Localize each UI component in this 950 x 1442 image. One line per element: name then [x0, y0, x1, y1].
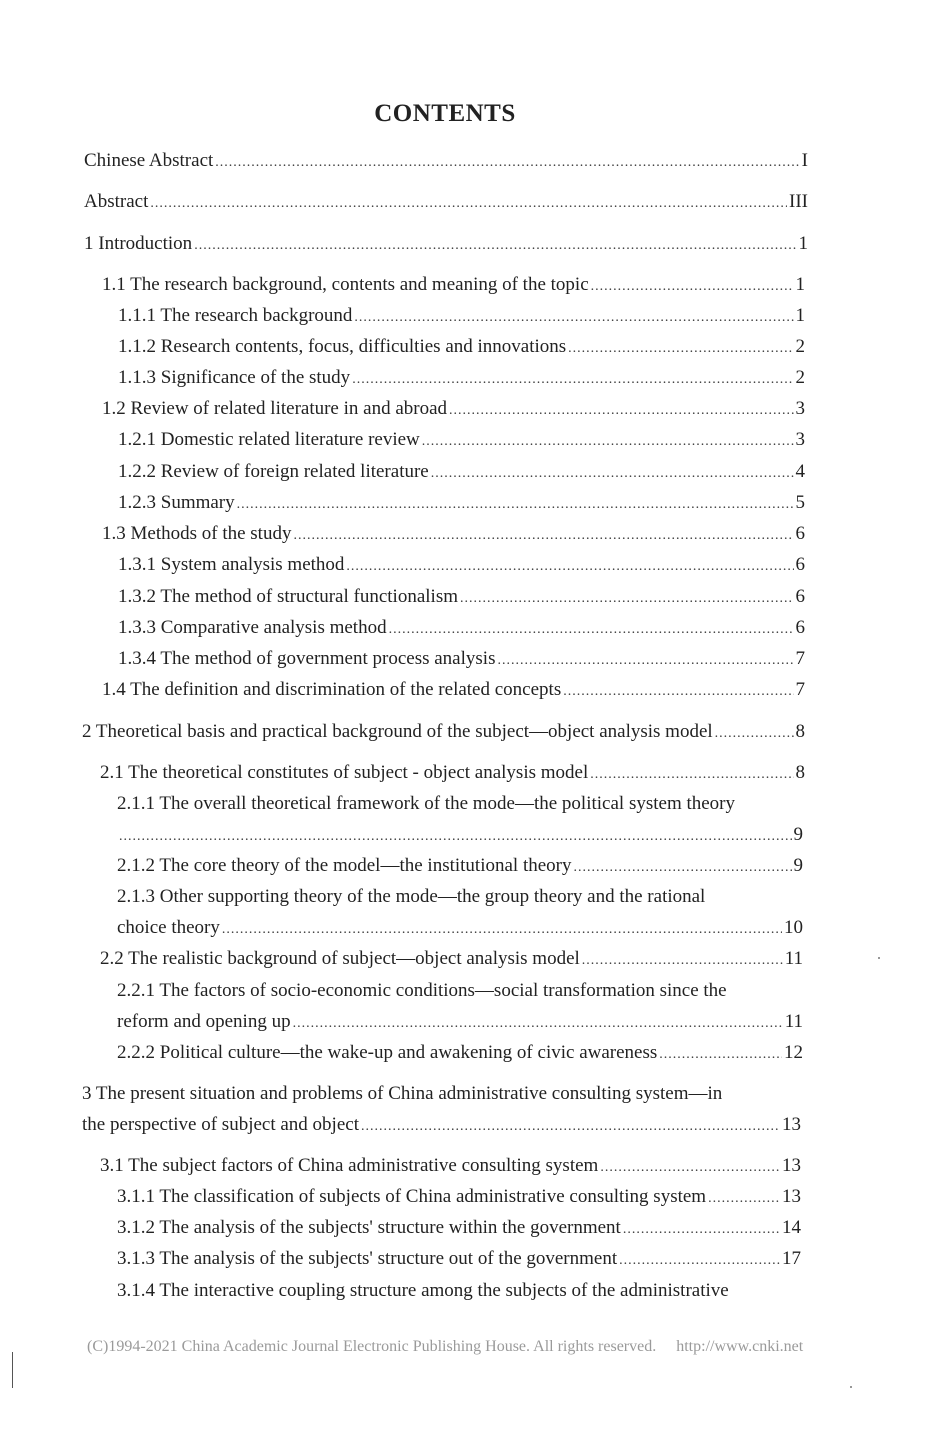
scan-speck	[878, 957, 880, 959]
toc-page-number: 1	[795, 274, 805, 295]
toc-entry-title: 3.1.1 The classification of subjects of China administrative consulting system	[117, 1186, 707, 1207]
dot-leader	[215, 151, 799, 175]
toc-entry[interactable]	[82, 1113, 801, 1139]
toc-entry-title: Chinese Abstract	[84, 150, 214, 171]
toc-page-number: 5	[795, 492, 805, 513]
toc-page-number: 6	[795, 586, 805, 607]
toc-page-number: 1	[795, 305, 805, 326]
dot-leader	[582, 949, 783, 973]
toc-page-number: 9	[793, 855, 803, 876]
toc-entry[interactable]	[84, 232, 808, 258]
toc-page-number: 11	[784, 1011, 803, 1032]
dot-leader	[293, 1012, 783, 1036]
dot-leader	[623, 1218, 780, 1242]
dot-leader	[346, 555, 793, 579]
toc-entry-title: 2.2 The realistic background of subject—object analysis model	[100, 948, 580, 969]
toc-page-number: 6	[795, 523, 805, 544]
toc-entry[interactable]	[102, 273, 805, 299]
toc-entry-title: 1.1.3 Significance of the study	[118, 367, 351, 388]
dot-leader	[293, 524, 793, 548]
page-footer	[87, 1338, 803, 1356]
dot-leader	[352, 368, 793, 392]
toc-entry-title: 1.2.3 Summary	[118, 492, 235, 513]
dot-leader	[659, 1043, 782, 1067]
copyright-text: (C)1994-2021 China Academic Journal Electronic Publishing House. All rights reserved.	[87, 1338, 657, 1355]
toc-entry-title: 1.1.1 The research background	[118, 305, 353, 326]
toc-entry[interactable]	[118, 585, 805, 611]
toc-page-number: 17	[782, 1248, 801, 1269]
toc-entry-title: 1.3 Methods of the study	[102, 523, 292, 544]
toc-entry[interactable]	[117, 916, 803, 942]
toc-page-number: 2	[795, 367, 805, 388]
toc-page-number: 7	[795, 648, 805, 669]
toc-entry[interactable]	[100, 947, 803, 973]
footer-url-link[interactable]: http://www.cnki.net	[676, 1338, 804, 1355]
dot-leader	[497, 649, 793, 673]
dot-leader	[150, 192, 787, 216]
page-title: CONTENTS	[374, 100, 516, 127]
toc-entry-title: choice theory	[117, 917, 220, 938]
toc-entry[interactable]	[100, 1154, 801, 1180]
toc-page-number: 11	[784, 948, 803, 969]
dot-leader	[708, 1187, 780, 1211]
toc-entry[interactable]	[118, 553, 805, 579]
toc-page-number: I	[801, 150, 808, 171]
toc-entry-title-line1: 3.1.4 The interactive coupling structure among the subjects of the administrative	[117, 1280, 729, 1301]
toc-page-number: 6	[795, 554, 805, 575]
dot-leader	[422, 430, 794, 454]
toc-page-number: 13	[782, 1114, 801, 1135]
toc-entry-title: 3.1.3 The analysis of the subjects' structure out of the government	[117, 1248, 618, 1269]
toc-entry-title-line1: 2.1.1 The overall theoretical framework of the mode—the political system theory	[117, 793, 736, 814]
toc-entry-title-line1: 2.2.1 The factors of socio-economic conditions—social transformation since the	[117, 980, 727, 1001]
toc-entry-title: 2.2.2 Political culture—the wake-up and awakening of civic awareness	[117, 1042, 658, 1063]
dot-leader	[568, 337, 793, 361]
toc-page-number: 2	[795, 336, 805, 357]
dot-leader	[460, 587, 794, 611]
toc-entry[interactable]	[100, 761, 805, 787]
toc-entry[interactable]	[117, 1185, 801, 1211]
toc-entry-title: 3.1.2 The analysis of the subjects' structure within the government	[117, 1217, 621, 1238]
toc-entry-title: 1.3.2 The method of structural functionalism	[118, 586, 458, 607]
dot-leader	[600, 1156, 780, 1180]
dot-leader	[389, 618, 794, 642]
dot-leader	[449, 399, 793, 423]
toc-entry[interactable]	[84, 190, 808, 216]
toc-entry-title-line1: 3 The present situation and problems of China administrative consulting system—in	[82, 1083, 723, 1104]
toc-entry-title: 3.1 The subject factors of China administrative consulting system	[100, 1155, 599, 1176]
toc-entry[interactable]	[82, 720, 805, 746]
toc-entry-title: the perspective of subject and object	[82, 1114, 359, 1135]
toc-entry[interactable]	[102, 678, 805, 704]
scan-speck	[850, 1386, 852, 1388]
toc-entry-title: 1.1 The research background, contents and meaning of the topic	[102, 274, 589, 295]
toc-page-number: 7	[795, 679, 805, 700]
toc-entry[interactable]	[118, 366, 805, 392]
dot-leader	[119, 825, 792, 849]
dot-leader	[574, 856, 792, 880]
toc-entry[interactable]	[102, 522, 805, 548]
toc-entry[interactable]	[84, 149, 808, 175]
dot-leader	[590, 763, 793, 787]
toc-entry-title-line1: 2.1.3 Other supporting theory of the mode—the group theory and the rational	[117, 886, 706, 907]
toc-entry-title: reform and opening up	[117, 1011, 291, 1032]
toc-page-number: 9	[793, 824, 803, 845]
toc-page-number: 1	[798, 233, 808, 254]
toc-entry[interactable]	[118, 335, 805, 361]
toc-entry-title: 1.2 Review of related literature in and abroad	[102, 398, 448, 419]
toc-entry-title: 1.3.1 System analysis method	[118, 554, 345, 575]
toc-entry[interactable]	[117, 1041, 803, 1067]
scan-margin-line	[12, 1352, 13, 1388]
toc-entry-title: 1.4 The definition and discrimination of the related concepts	[102, 679, 562, 700]
toc-page-number: 14	[782, 1217, 801, 1238]
toc-entry[interactable]	[118, 616, 805, 642]
toc-entry[interactable]	[118, 428, 805, 454]
dot-leader	[563, 680, 793, 704]
toc-page-number: 13	[782, 1186, 801, 1207]
toc-entry-title: 2 Theoretical basis and practical background of the subject—object analysis model	[82, 721, 713, 742]
dot-leader	[361, 1115, 780, 1139]
toc-entry[interactable]	[117, 854, 803, 880]
toc-entry[interactable]	[117, 1010, 803, 1036]
toc-entry-title: Abstract	[84, 191, 149, 212]
dot-leader	[715, 722, 794, 746]
dot-leader	[619, 1249, 780, 1273]
dot-leader	[222, 918, 782, 942]
toc-entry-title: 2.1 The theoretical constitutes of subject - object analysis model	[100, 762, 589, 783]
dot-leader	[237, 493, 794, 517]
toc-entry[interactable]	[117, 823, 803, 849]
toc-page-number: 3	[795, 429, 805, 450]
toc-entry[interactable]	[118, 460, 805, 486]
toc-page-number: III	[789, 191, 808, 212]
toc-entry-title: 1.1.2 Research contents, focus, difficulties and innovations	[118, 336, 567, 357]
toc-entry[interactable]	[102, 397, 805, 423]
dot-leader	[591, 275, 794, 299]
toc-page-number: 8	[795, 762, 805, 783]
toc-page-number: 3	[795, 398, 805, 419]
toc-entry[interactable]	[118, 304, 805, 330]
toc-page-number: 13	[782, 1155, 801, 1176]
toc-entry-title: 1 Introduction	[84, 233, 193, 254]
dot-leader	[431, 462, 794, 486]
toc-entry-title: 2.1.2 The core theory of the model—the institutional theory	[117, 855, 572, 876]
toc-entry-title: 1.2.1 Domestic related literature review	[118, 429, 420, 450]
toc-entry-title: 1.2.2 Review of foreign related literature	[118, 461, 429, 482]
toc-entry-title: 1.3.4 The method of government process analysis	[118, 648, 496, 669]
toc-page-number: 10	[784, 917, 803, 938]
toc-entry[interactable]	[117, 1216, 801, 1242]
toc-entry[interactable]	[118, 647, 805, 673]
toc-entry[interactable]	[117, 1247, 801, 1273]
toc-page-number: 6	[795, 617, 805, 638]
toc-page-number: 4	[795, 461, 805, 482]
toc-page-number: 8	[795, 721, 805, 742]
toc-page-number: 12	[784, 1042, 803, 1063]
toc-entry-title: 1.3.3 Comparative analysis method	[118, 617, 387, 638]
toc-entry[interactable]	[118, 491, 805, 517]
dot-leader	[194, 234, 796, 258]
dot-leader	[354, 306, 793, 330]
